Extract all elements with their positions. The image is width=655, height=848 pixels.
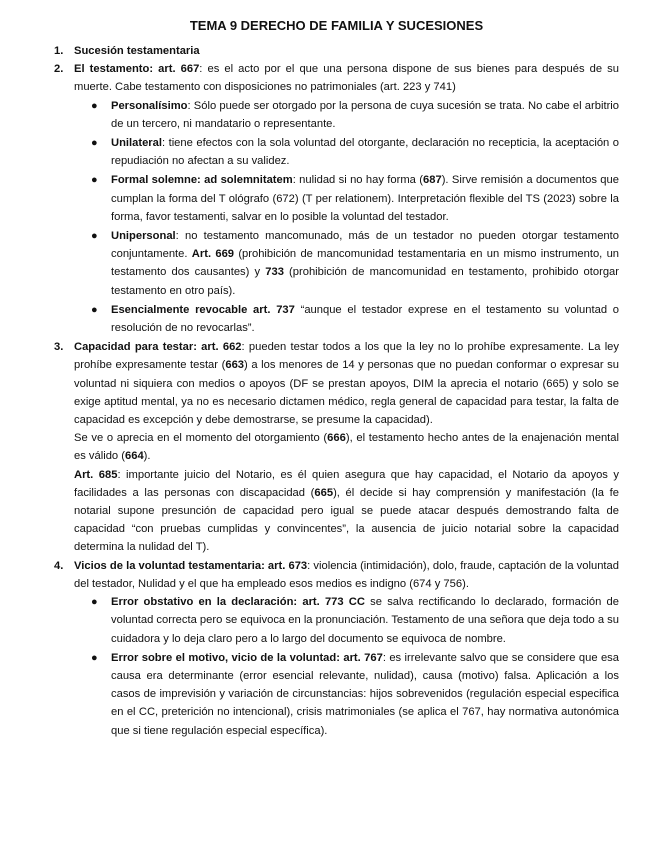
paragraph-text: : es el acto por el que una persona dispone de sus bienes para después de su muerte. Cabe testamento con disposiciones no patrimoniales (art. 223 y 741) <box>74 63 619 94</box>
section-3 <box>54 338 619 556</box>
bullet-icon: ● <box>91 174 98 187</box>
paragraph-text: Se ve o aprecia en el momento del otorgamiento ( <box>74 432 328 445</box>
section-paragraph <box>74 429 619 465</box>
bullet-text: : no testamento mancomunado, más de un testador no pueden otorgar testamento conjuntamente. <box>111 230 619 261</box>
bullet-text: “aunque el testador exprese en el testamento su voluntad o resolución de no revocarlas”. <box>111 303 619 335</box>
bullet-term: Unilateral <box>111 137 162 150</box>
section-paragraph <box>74 557 619 593</box>
paragraph-text: : violencia (intimidación), dolo, fraude, captación de la voluntad del testador, Nulidad y el que ha empleado esos medios es indigno (674 y 756). <box>74 559 619 590</box>
bullet-icon: ● <box>91 230 98 243</box>
bullet-text: : Sólo puede ser otorgado por la persona de cuya sucesión se trata. No cabe el arbitrio de un tercero, ni mandatario o representante. <box>111 99 619 130</box>
article-ref: 687 <box>423 174 442 187</box>
bullet-list <box>74 593 619 740</box>
bullet-term: Esencialmente revocable art. 737 <box>111 303 295 316</box>
list-item <box>91 649 619 740</box>
bullet-icon: ● <box>91 596 98 609</box>
bullet-term: Error obstativo en la declaración: art. 773 CC <box>111 596 365 609</box>
paragraph-text: ). <box>143 450 151 463</box>
bullet-term: Formal solemne: ad solemnitatem <box>111 174 293 187</box>
list-item <box>91 593 620 648</box>
section-heading: Capacidad para testar: art. 662 <box>74 341 242 354</box>
list-item <box>91 134 619 170</box>
bullet-text: (prohibición de mancomunidad testamentaria en un mismo instrumento, un testamento dos causantes) y <box>111 248 620 279</box>
paragraph-text: : importante juicio del Notario, es él quien asegura que hay capacidad, el Notario da apoyos y facilidades a las personas con discapacidad ( <box>74 468 619 499</box>
section-number: 2. <box>54 63 64 76</box>
bullet-icon: ● <box>91 137 98 150</box>
section-list <box>54 42 619 740</box>
bullet-text: : es irrelevante salvo que se considere que esa causa era determinante (error esencial relevante, nulidad), causa (motivo) falsa. Aplicación a los casos de imprevisión y variación de circunstancias: hijos sobrevenidos (regulación especial especifica en el CC, preterición no intencional), crisis matrimoniales (se aplica el 767, hay normativa autonómica que si tiene regulación especial específica). <box>111 651 619 737</box>
page-title: TEMA 9 DERECHO DE FAMILIA Y SUCESIONES <box>189 18 484 33</box>
bullet-text: : nulidad si no hay forma ( <box>292 174 424 187</box>
article-ref: 664 <box>125 450 144 463</box>
bullet-term: Unipersonal <box>111 230 176 243</box>
bullet-list <box>74 97 619 338</box>
section-heading: Sucesión testamentaria <box>74 45 200 57</box>
section-paragraph <box>74 338 619 429</box>
section-number: 1. <box>54 45 64 57</box>
paragraph-text: ) a los menores de 14 y personas que no puedan conformar o expresar su voluntad ni siquiera con medios o apoyos (DF se prestan apoyos, DIM la aprecia el notario (665) y solo se exige aptitud mental, ya no es necesario dictamen médico, regla general de capacidad para testar, la falta de capacidad es excepción y debe demostrarse, se presume la capacidad). <box>74 359 619 427</box>
list-item <box>91 97 619 133</box>
bullet-icon: ● <box>91 99 98 112</box>
section-4 <box>54 557 619 740</box>
article-ref: 665 <box>314 486 334 499</box>
section-heading: El testamento: art. 667 <box>74 63 200 76</box>
section-paragraph <box>74 60 619 96</box>
paragraph-text: : pueden testar todos a los que la ley no lo prohíbe expresamente. La ley prohíbe expresamente testar ( <box>74 341 620 372</box>
bullet-term: Personalísimo <box>111 99 188 112</box>
section-number: 3. <box>54 341 64 354</box>
section-heading: Vicios de la voluntad testamentaria: art. 673 <box>74 559 308 572</box>
bullet-icon: ● <box>91 651 98 664</box>
section-1 <box>54 42 619 60</box>
bullet-icon: ● <box>91 303 98 316</box>
article-ref: 733 <box>265 266 284 279</box>
section-paragraph <box>74 466 619 557</box>
paragraph-text: ), el testamento hecho antes de la enajenación mental es válido ( <box>74 432 619 463</box>
bullet-text: (prohibición de mancomunidad en testamento, prohibido otorgar testamento en otro país). <box>111 266 620 297</box>
list-item <box>91 301 619 337</box>
article-ref: Art. 685 <box>74 468 118 481</box>
list-item <box>91 227 620 300</box>
bullet-text: ). Sirve remisión a documentos que cumplan la forma del T ológrafo (672) (T per relationem). Interpretación flexible del TS (2023) sobre la forma, favor testamenti, salvar en lo posible la voluntad del testador. <box>111 174 619 223</box>
section-2 <box>54 60 619 337</box>
article-ref: 666 <box>327 432 346 445</box>
bullet-text: : tiene efectos con la sola voluntad del otorgante, declaración no recepticia, la aceptación o repudiación no afectan a su validez. <box>111 137 619 168</box>
bullet-text: se salva rectificando lo declarado, formación de voluntad correcta pero se equivoca en la pronunciación. Testamento de una señora que deja todo a su cuidadora y lo deja claro pero a lo largo del documento se equivoca de nombre. <box>111 596 620 645</box>
list-item <box>91 171 619 226</box>
article-ref: 663 <box>225 359 245 372</box>
paragraph-text: ), él decide si hay comprensión y manifestación (la fe notarial supone presunción de capacidad pero igual se puede atacar después demostrando falta de capacidad “con pruebas cumplidas y convincentes”, la ausencia de juicio notarial sobre la capacidad determina la nulidad del T). <box>74 486 619 554</box>
section-number: 4. <box>54 559 64 572</box>
article-ref: Art. 669 <box>191 248 235 261</box>
bullet-term: Error sobre el motivo, vicio de la voluntad: art. 767 <box>111 651 383 664</box>
